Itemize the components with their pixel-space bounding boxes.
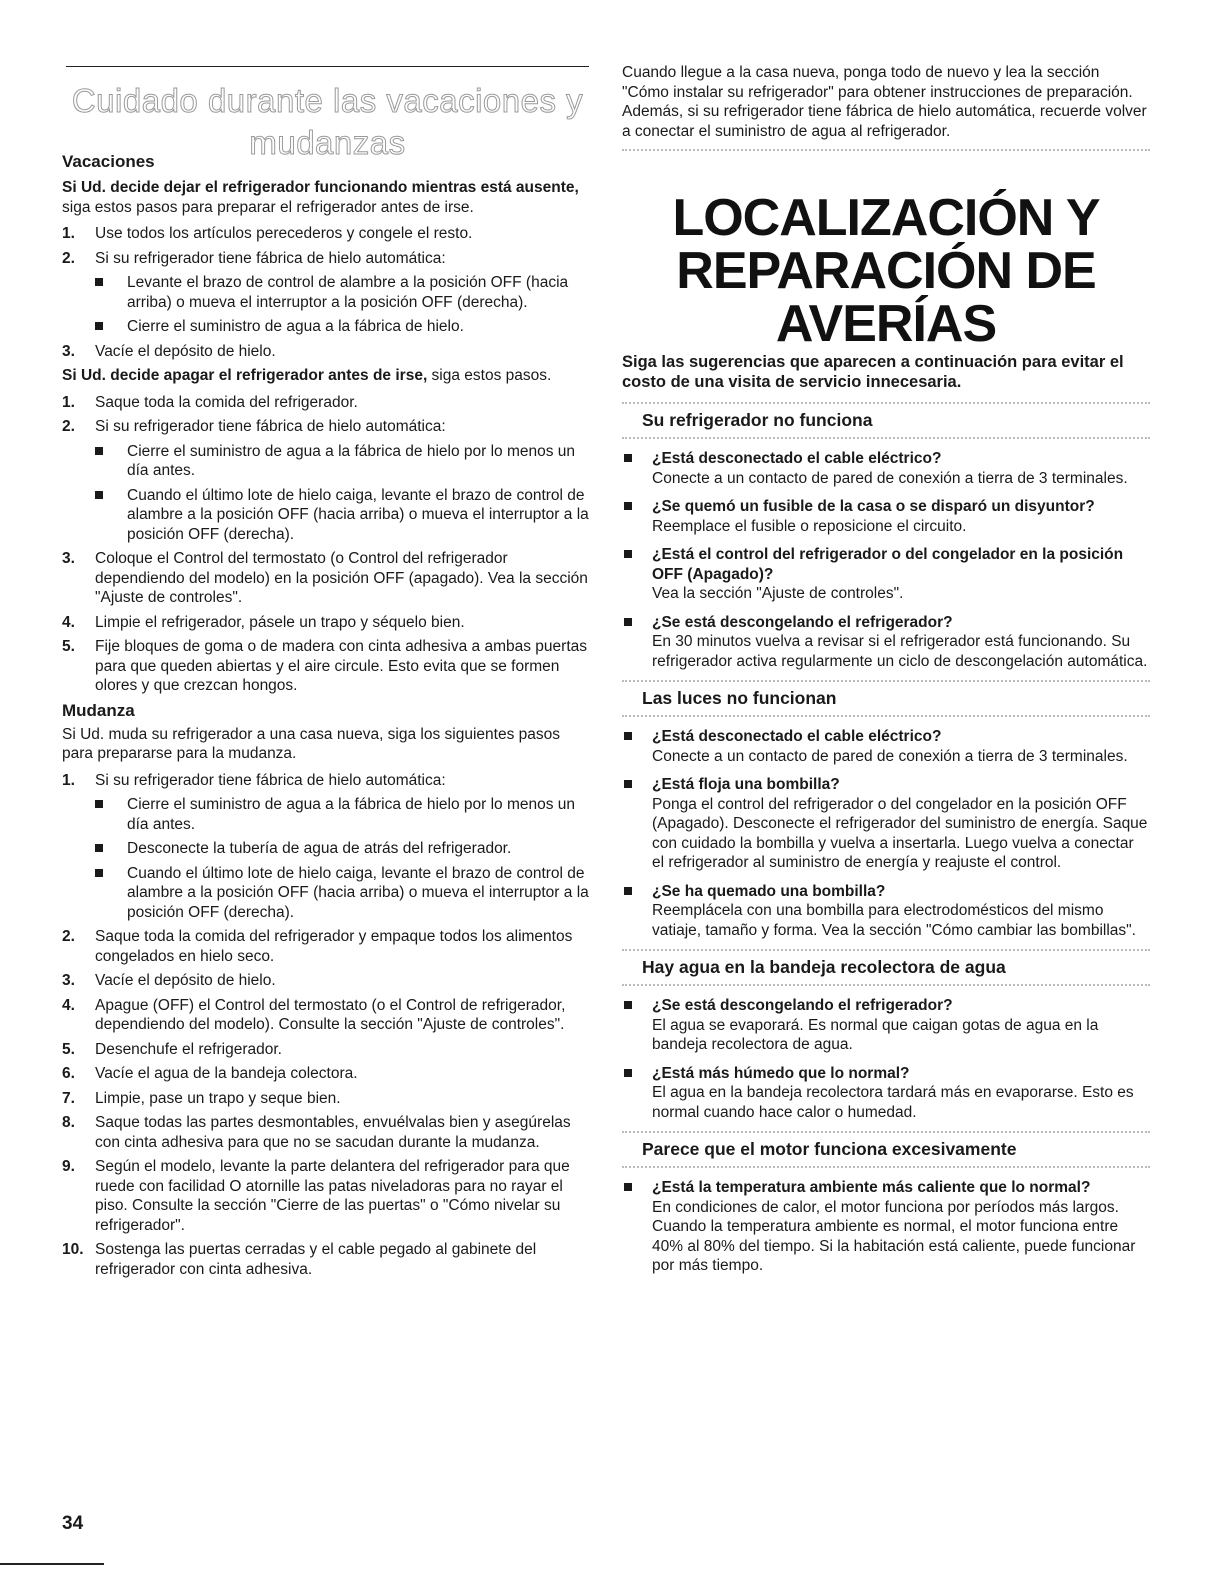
trouble-question: ¿Está la temperatura ambiente más caliente que lo normal?: [652, 1179, 1091, 1196]
trouble-question: ¿Se está descongelando el refrigerador?: [652, 613, 953, 631]
trouble-item: [622, 996, 1150, 1055]
bullet-square-icon: [624, 502, 632, 510]
step-number: 8.: [62, 1114, 75, 1131]
trouble-item: [622, 613, 1150, 672]
vacaciones-intro2-rest: siga estos pasos.: [427, 367, 552, 384]
trouble-answer: En 30 minutos vuelva a revisar si el refrigerador está funcionando. Su refrigerador activa regularmente un ciclo de descongelación automática.: [652, 633, 1148, 670]
step-text: Use todos los artículos perecederos y congele el resto.: [95, 225, 473, 242]
bullet-item: [95, 273, 589, 312]
step-number: 4.: [62, 996, 75, 1014]
step-item: [62, 771, 589, 923]
section-title: Cuidado durante las vacaciones y mudanzas: [71, 82, 584, 161]
bullet-text: Desconecte la tubería de agua de atrás del refrigerador.: [127, 840, 512, 857]
step-text: Si su refrigerador tiene fábrica de hielo automática:: [95, 418, 446, 435]
vacaciones-intro2: [62, 366, 589, 386]
step-text: Coloque el Control del termostato (o Control del refrigerador dependiendo del modelo) en la posición OFF (apagado). Vea la sección "Ajuste de controles".: [95, 550, 588, 606]
bullet-item: [95, 317, 589, 337]
bullet-square-icon: [95, 800, 103, 808]
right-column-intro: [622, 63, 1150, 151]
divider: [622, 680, 1150, 682]
divider: [622, 1166, 1150, 1168]
step-item: [62, 613, 589, 633]
step-text: Si su refrigerador tiene fábrica de hielo automática:: [95, 771, 446, 789]
step-text: Fije bloques de goma o de madera con cinta adhesiva a ambas puertas para que queden abiertas y el aire circule. Esto evita que se formen olores y que crezcan hongos.: [95, 638, 587, 694]
divider: [622, 149, 1150, 151]
trouble-item: [622, 775, 1150, 873]
step-number: 1.: [62, 771, 75, 789]
bullet-square-icon: [95, 447, 103, 455]
step-bullets: [95, 795, 589, 922]
step-number: 1.: [62, 225, 75, 242]
trouble-answer: En condiciones de calor, el motor funciona por períodos más largos. Cuando la temperatura ambiente es normal, el motor funciona entre 40% al 80% del tiempo. Si la habitación está caliente, puede funcionar por más tiempo.: [652, 1198, 1136, 1274]
trouble-answer: El agua en la bandeja recolectora tardará más en evaporarse. Esto es normal cuando hace calor o humedad.: [652, 1084, 1134, 1121]
step-number: 9.: [62, 1158, 75, 1175]
step-item: [62, 1064, 589, 1084]
bullet-square-icon: [624, 1183, 632, 1191]
step-bullets: [95, 442, 589, 545]
trouble-items: [622, 996, 1150, 1122]
bullet-square-icon: [624, 732, 632, 740]
divider: [622, 402, 1150, 404]
vacaciones-intro-bold: Si Ud. decide dejar el refrigerador funcionando mientras está ausente,: [62, 179, 579, 196]
step-item: [62, 996, 589, 1035]
step-item: [62, 224, 589, 244]
step-text: Vacíe el depósito de hielo.: [95, 972, 276, 989]
bullet-text: Cierre el suministro de agua a la fábrica de hielo por lo menos un día antes.: [127, 442, 576, 479]
trouble-heading: Las luces no funcionan: [642, 688, 837, 708]
trouble-items: [622, 1178, 1150, 1276]
bullet-text: Cierre el suministro de agua a la fábrica de hielo por lo menos un día antes.: [127, 796, 576, 833]
troubleshooting-subtitle: Siga las sugerencias que aparecen a continuación para evitar el costo de una visita de servicio innecesaria.: [622, 353, 1124, 391]
step-number: 7.: [62, 1089, 75, 1107]
vacaciones-steps-2: [62, 393, 589, 696]
bullet-text: Cuando el último lote de hielo caiga, levante el brazo de control de alambre a la posición OFF (hacia arriba) o mueva el interruptor a la posición OFF (derecha).: [127, 864, 589, 921]
trouble-item: [622, 727, 1150, 766]
vacaciones-heading: Vacaciones: [62, 152, 155, 171]
step-item: [62, 1157, 589, 1235]
bullet-square-icon: [95, 869, 103, 877]
step-item: [62, 342, 589, 362]
mudanza-steps: [62, 771, 589, 1280]
mudanza-intro: Si Ud. muda su refrigerador a una casa nueva, siga los siguientes pasos para prepararse para la mudanza.: [62, 725, 561, 762]
mudanza-heading: Mudanza: [62, 700, 135, 720]
step-number: 4.: [62, 613, 75, 631]
step-item: [62, 927, 589, 966]
step-text: Limpie, pase un trapo y seque bien.: [95, 1089, 341, 1107]
vacaciones-intro2-bold: Si Ud. decide apagar el refrigerador antes de irse,: [62, 367, 428, 384]
title-line-3: AVERÍAS: [775, 295, 997, 353]
bullet-item: [95, 442, 589, 481]
step-number: 6.: [62, 1065, 75, 1082]
trouble-items: [622, 727, 1150, 940]
trouble-item: [622, 545, 1150, 604]
trouble-answer: Conecte a un contacto de pared de conexión a tierra de 3 terminales.: [652, 469, 1128, 487]
trouble-item: [622, 1064, 1150, 1123]
step-number: 2.: [62, 928, 75, 945]
step-text: Según el modelo, levante la parte delantera del refrigerador para que ruede con facilidad O atornille las patas niveladoras para no rayar el piso. Consulte la sección "Cierre de las puertas" o "Cómo nivelar su refrigerador".: [95, 1158, 570, 1234]
bullet-square-icon: [624, 1069, 632, 1077]
divider: [622, 437, 1150, 439]
trouble-answer: El agua se evaporará. Es normal que caigan gotas de agua en la bandeja recolectora de agua.: [652, 1016, 1099, 1053]
trouble-question: ¿Está desconectado el cable eléctrico?: [652, 450, 942, 467]
step-item: [62, 417, 589, 544]
bullet-square-icon: [624, 618, 632, 626]
step-number: 3.: [62, 972, 75, 989]
step-number: 3.: [62, 342, 75, 360]
vacaciones-intro: [62, 178, 589, 217]
step-text: Vacíe el depósito de hielo.: [95, 342, 276, 360]
step-number: 1.: [62, 393, 75, 411]
bullet-square-icon: [95, 844, 103, 852]
step-item: [62, 971, 589, 991]
bullet-square-icon: [624, 454, 632, 462]
step-item: [62, 1240, 589, 1279]
step-text: Saque toda la comida del refrigerador y empaque todos los alimentos congelados en hielo seco.: [95, 928, 573, 965]
step-text: Vacíe el agua de la bandeja colectora.: [95, 1065, 358, 1082]
step-number: 2.: [62, 249, 75, 267]
bullet-item: [95, 795, 589, 834]
bullet-text: Cuando el último lote de hielo caiga, levante el brazo de control de alambre a la posición OFF (hacia arriba) o mueva el interruptor a la posición OFF (derecha).: [127, 486, 589, 543]
trouble-items: [622, 449, 1150, 671]
trouble-item: [622, 1178, 1150, 1276]
step-item: [62, 249, 589, 337]
step-item: [62, 637, 589, 696]
bullet-square-icon: [95, 491, 103, 499]
divider: [622, 984, 1150, 986]
trouble-answer: Reemplácela con una bombilla para electrodomésticos del mismo vatiaje, tamaño y forma. Vea la sección "Cómo cambiar las bombillas".: [652, 902, 1136, 939]
step-item: [62, 1040, 589, 1060]
trouble-question: ¿Se ha quemado una bombilla?: [652, 882, 886, 900]
bullet-square-icon: [624, 1001, 632, 1009]
step-item: [62, 1113, 589, 1152]
trouble-answer: Ponga el control del refrigerador o del congelador en la posición OFF (Apagado). Desconecte el refrigerador del suministro de energía. Saque con cuidado la bombilla y vuelva a insertarla. Luego vuelva a conectar el refrigerador al suministro de energía y reajuste el control.: [652, 795, 1148, 871]
bullet-item: [95, 864, 589, 923]
trouble-heading: Hay agua en la bandeja recolectora de agua: [642, 957, 1006, 977]
step-number: 5.: [62, 638, 75, 655]
top-rule: [66, 66, 589, 67]
step-text: Apague (OFF) el Control del termostato (o el Control de refrigerador, dependiendo del modelo). Consulte la sección "Ajuste de controles".: [95, 996, 566, 1033]
trouble-question: ¿Está más húmedo que lo normal?: [652, 1064, 910, 1082]
divider: [622, 949, 1150, 951]
left-column: [62, 152, 589, 1284]
step-number: 10.: [62, 1241, 84, 1258]
step-number: 5.: [62, 1040, 75, 1058]
step-text: Limpie el refrigerador, pásele un trapo y séquelo bien.: [95, 613, 465, 631]
trouble-answer: Conecte a un contacto de pared de conexión a tierra de 3 terminales.: [652, 747, 1128, 765]
trouble-heading: Parece que el motor funciona excesivamente: [642, 1139, 1017, 1159]
bullet-square-icon: [624, 550, 632, 558]
bullet-item: [95, 839, 589, 859]
right-column-troubles: [622, 352, 1150, 1285]
step-number: 3.: [62, 550, 75, 567]
step-item: [62, 393, 589, 413]
step-text: Si su refrigerador tiene fábrica de hielo automática:: [95, 249, 446, 267]
divider: [622, 715, 1150, 717]
trouble-item: [622, 497, 1150, 536]
title-line-2: REPARACIÓN DE: [676, 242, 1096, 300]
trouble-question: ¿Está desconectado el cable eléctrico?: [652, 728, 942, 745]
bullet-square-icon: [624, 887, 632, 895]
footer-rule: [0, 1563, 104, 1565]
vacaciones-intro-rest: siga estos pasos para preparar el refrigerador antes de irse.: [62, 198, 474, 216]
step-text: Sostenga las puertas cerradas y el cable pegado al gabinete del refrigerador con cinta adhesiva.: [95, 1241, 537, 1278]
step-item: [62, 549, 589, 608]
step-text: Saque todas las partes desmontables, envuélvalas bien y asegúrelas con cinta adhesiva para que no se sacudan durante la mudanza.: [95, 1114, 571, 1151]
bullet-text: Levante el brazo de control de alambre a la posición OFF (hacia arriba) o mueva el interruptor a la posición OFF (derecha).: [127, 274, 569, 311]
trouble-question: ¿Se está descongelando el refrigerador?: [652, 997, 953, 1014]
trouble-item: [622, 882, 1150, 941]
trouble-heading: Su refrigerador no funciona: [642, 410, 873, 430]
step-bullets: [95, 273, 589, 337]
bullet-square-icon: [624, 780, 632, 788]
trouble-answer: Reemplace el fusible o reposicione el circuito.: [652, 517, 967, 535]
bullet-square-icon: [95, 278, 103, 286]
trouble-question: ¿Se quemó un fusible de la casa o se disparó un disyuntor?: [652, 498, 1095, 515]
step-number: 2.: [62, 418, 75, 435]
step-item: [62, 1089, 589, 1109]
bullet-text: Cierre el suministro de agua a la fábrica de hielo.: [127, 318, 464, 335]
trouble-answer: Vea la sección "Ajuste de controles".: [652, 585, 904, 602]
title-line-1: LOCALIZACIÓN Y: [672, 189, 1100, 247]
trouble-sections: [622, 402, 1150, 1276]
page-number: 34: [62, 1513, 84, 1534]
right-intro: Cuando llegue a la casa nueva, ponga todo de nuevo y lea la sección "Cómo instalar su refrigerador" para obtener instrucciones de preparación. Además, si su refrigerador tiene fábrica de hielo automática, recuerde volver a conectar el suministro de agua al refrigerador.: [622, 64, 1147, 140]
bullet-item: [95, 486, 589, 545]
bullet-square-icon: [95, 322, 103, 330]
divider: [622, 1131, 1150, 1133]
trouble-question: ¿Está floja una bombilla?: [652, 776, 840, 793]
troubleshooting-title: [622, 189, 1150, 353]
trouble-question: ¿Está el control del refrigerador o del congelador en la posición OFF (Apagado)?: [652, 546, 1124, 583]
step-text: Desenchufe el refrigerador.: [95, 1040, 282, 1058]
step-text: Saque toda la comida del refrigerador.: [95, 393, 358, 411]
vacaciones-steps: [62, 224, 589, 361]
trouble-item: [622, 449, 1150, 488]
